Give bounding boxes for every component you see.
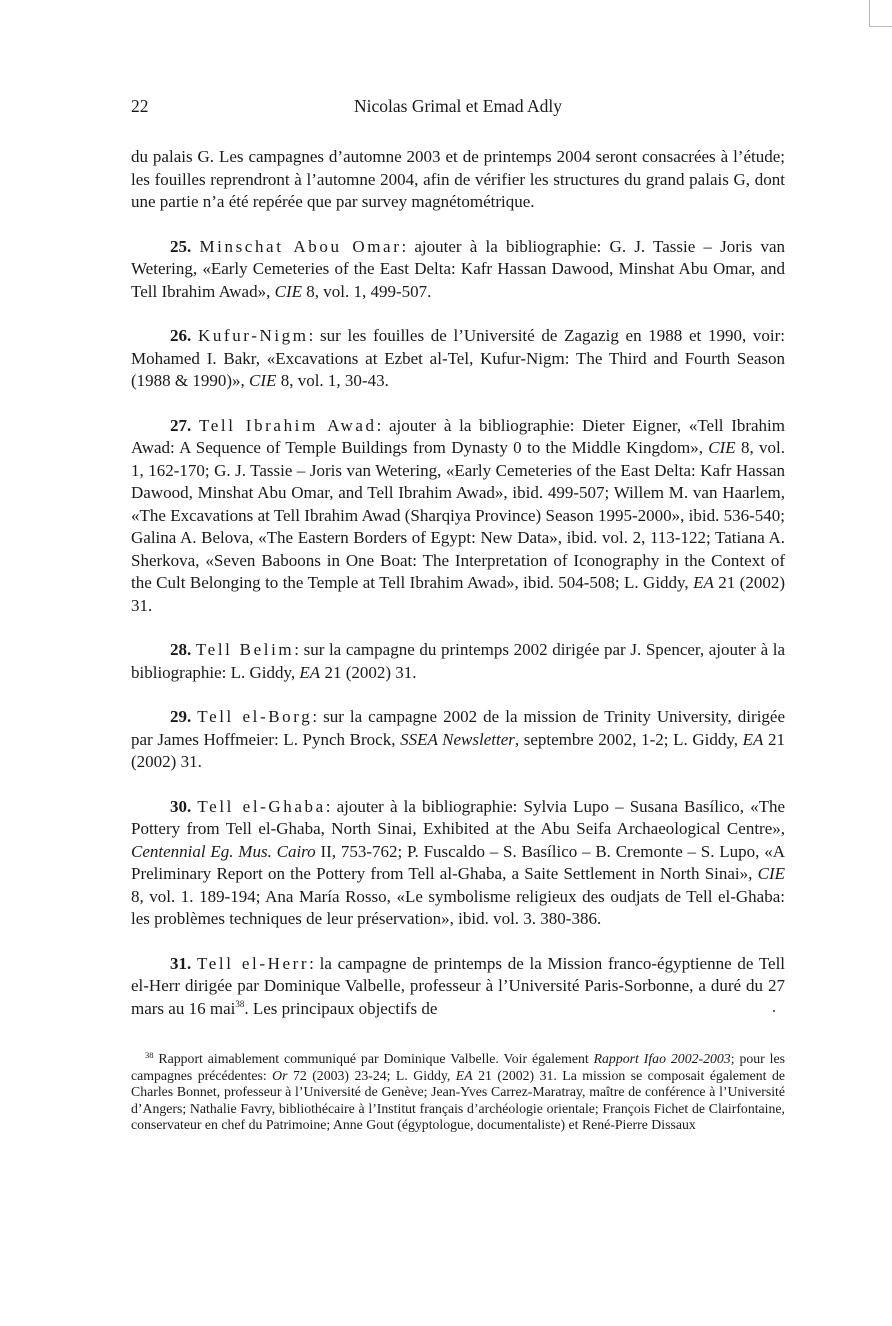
entry-number: 26. bbox=[170, 326, 192, 345]
text-run: : sur la campagne 2002 de la mission de Trinity University, dirigée par James Hoffmeier: L. Pynch Brock, bbox=[131, 707, 786, 749]
entry-number: 31. bbox=[170, 953, 192, 973]
entry-list bbox=[131, 236, 785, 1021]
bibliography-entry bbox=[131, 706, 785, 774]
page-number: 22 bbox=[131, 96, 149, 116]
italic-title: EA bbox=[742, 729, 764, 749]
bibliography-entry bbox=[131, 639, 785, 684]
italic-title: Rapport Ifao 2002-2003 bbox=[593, 1051, 731, 1066]
footnote bbox=[131, 1051, 785, 1134]
text-run: : ajouter à la bibliographie: G. J. Tassie – Joris van Wetering, «Early Cemeteries of the East Delta: Kafr Hassan Dawood, Minshat Abu Omar, and Tell Ibrahim Awad», bbox=[131, 236, 786, 301]
site-name: Tell Belim bbox=[195, 640, 295, 659]
italic-title: CIE bbox=[757, 864, 785, 883]
entry-number: 27. bbox=[170, 415, 192, 435]
text-run: 8, vol. 1. 189-194; Ana María Rosso, «Le symbolisme religieux des oudjats de Tell el-Ghaba: les problèmes techniques de leur préservation», ibid. vol. 3. 380-386. bbox=[131, 886, 785, 928]
italic-title: SSEA Newsletter bbox=[400, 729, 515, 749]
bibliography-entry bbox=[131, 796, 785, 931]
bibliography-entry bbox=[131, 325, 785, 393]
text-run: 21 (2002) 31. La mission se composait également de Charles Bonnet, professeur à l’Université de Genève; Jean-Yves Carrez-Maratray, maître de conférence à l’Université d’Angers; Nathalie Favry, bibliothécaire à l’Institut français d’archéologie orientale; François Fichet de Clairfontaine, conservateur en chef du Patrimoine; Anne Gout (égyptologue, documentaliste) et René-Pierre Dissaux bbox=[131, 1067, 785, 1132]
italic-title: CIE bbox=[274, 281, 302, 301]
running-header bbox=[131, 96, 785, 118]
bibliography-entry bbox=[131, 953, 785, 1021]
italic-title: EA bbox=[455, 1067, 473, 1083]
text-run: : ajouter à la bibliographie: Dieter Eigner, «Tell Ibrahim Awad: A Sequence of Temple Buildings from Dynasty 0 to the Middle Kingdom», bbox=[131, 415, 786, 457]
text-run: 21 (2002) 31. bbox=[131, 729, 785, 771]
site-name: Tell el-Borg bbox=[197, 707, 313, 726]
text-run: : la campagne de printemps de la Mission franco-égyptienne de Tell el-Herr dirigée par Dominique Valbelle, professeur à l’Université Paris-Sorbonne, a duré du 27 mars au 16 mai bbox=[131, 953, 786, 1018]
entry-number: 28. bbox=[170, 640, 192, 659]
italic-title: CIE bbox=[708, 438, 736, 457]
text-run: : ajouter à la bibliographie: Sylvia Lupo – Susana Basílico, «The Pottery from Tell el-Ghaba, North Sinai, Exhibited at the Abu Seifa Archaeological Centre», bbox=[131, 796, 785, 838]
entry-number: 30. bbox=[170, 796, 192, 816]
text-run: Rapport aimablement communiqué par Dominique Valbelle. Voir également bbox=[153, 1051, 594, 1066]
site-name: Tell el-Ghaba bbox=[197, 796, 326, 816]
bibliography-entry bbox=[131, 236, 785, 304]
text-run: II, 753-762; P. Fuscaldo – S. Basílico – B. Cremonte – S. Lupo, «A Preliminary Report on the Pottery from Tell al-Ghaba, a Saite Settlement in North Sinai», bbox=[131, 841, 785, 883]
intro-paragraph: du palais G. Les campagnes d’automne 2003 et de printemps 2004 seront consacrées à l’étude; les fouilles reprendront à l’automne 2004, afin de vérifier les structures du grand palais G, dont une partie n’a été repérée que par survey magnétométrique. bbox=[131, 147, 785, 211]
text-run: 8, vol. 1, 30-43. bbox=[276, 371, 389, 390]
bibliography-entry bbox=[131, 415, 785, 618]
italic-title: EA bbox=[693, 573, 714, 592]
text-run: 8, vol. 1, 162-170; G. J. Tassie – Joris van Wetering, «Early Cemeteries of the East Delta: Kafr Hassan Dawood, Minshat Abu Omar, and Tell Ibrahim Awad», ibid. 499-507; Willem M. van Haarlem, «The Excavations at Tell Ibrahim Awad (Sharqiya Province) Season 1995-2000», ibid. 536-540; Galina A. Belova, «The Eastern Borders of Egypt: New Data», ibid. vol. 2, 113-122; Tatiana A. Sherkova, «Seven Baboons in One Boat: The Interpretation of Iconography in the Context of the Cult Belonging to the Temple at Tell Ibrahim Awad», ibid. 504-508; L. Giddy, bbox=[131, 438, 785, 592]
footnote-number: 38 bbox=[145, 1050, 154, 1060]
italic-title: CIE bbox=[249, 371, 277, 390]
site-name: Kufur-Nigm bbox=[197, 326, 309, 345]
margin-speck bbox=[773, 1010, 775, 1012]
italic-title: Or bbox=[272, 1067, 288, 1083]
text-run: : sur la campagne du printemps 2002 dirigée par J. Spencer, ajouter à la bibliographie: L. Giddy, bbox=[131, 640, 785, 682]
text-run: ; pour les campagnes précédentes: bbox=[131, 1051, 785, 1083]
text-run: , septembre 2002, 1-2; L. Giddy, bbox=[514, 729, 743, 749]
entry-number: 25. bbox=[170, 236, 192, 256]
footnotes bbox=[131, 1051, 785, 1134]
italic-title: EA bbox=[299, 662, 321, 682]
text-run: 72 (2003) 23-24; L. Giddy, bbox=[287, 1067, 456, 1083]
running-title: Nicolas Grimal et Emad Adly bbox=[353, 96, 562, 116]
italic-title: Centennial Eg. Mus. Cairo bbox=[131, 841, 316, 861]
text-run: 8, vol. 1, 499-507. bbox=[302, 281, 432, 301]
text-run: . Les principaux objectifs de bbox=[244, 998, 438, 1018]
text-run: 21 (2002) 31. bbox=[320, 662, 417, 682]
entry-number: 29. bbox=[170, 707, 192, 726]
site-name: Tell el-Herr bbox=[196, 953, 310, 973]
text-run: 21 (2002) 31. bbox=[131, 573, 785, 615]
site-name: Minschat Abou Omar bbox=[199, 236, 402, 256]
page-corner-mark bbox=[869, 0, 892, 27]
footnote-ref: 38 bbox=[235, 998, 245, 1009]
site-name: Tell Ibrahim Awad bbox=[198, 415, 377, 435]
text-run: : sur les fouilles de l’Université de Zagazig en 1988 et 1990, voir: Mohamed I. Bakr, «Excavations at Ezbet al-Tel, Kufur-Nigm: The Third and Fourth Season (1988 & 1990)», bbox=[131, 326, 785, 390]
main-text bbox=[131, 146, 785, 1042]
